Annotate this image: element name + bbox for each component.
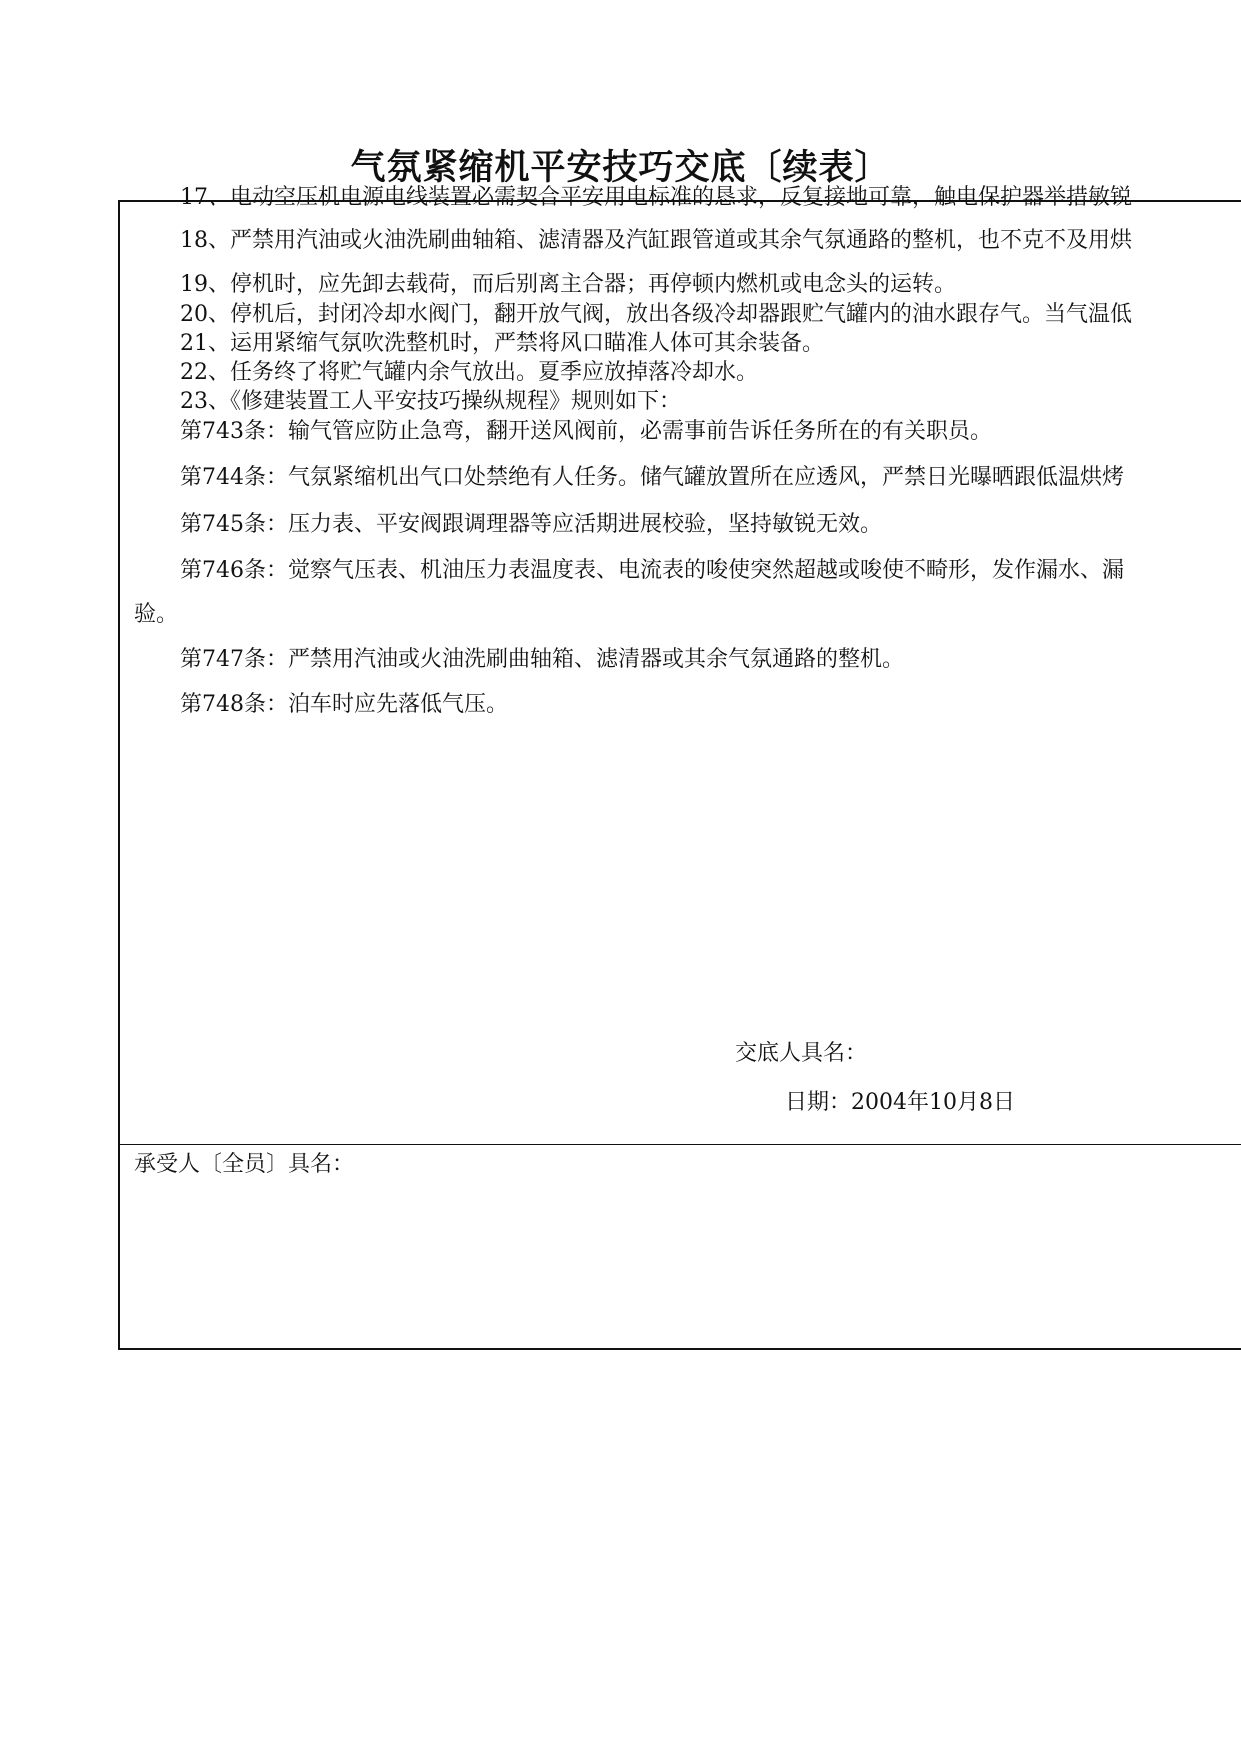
receiver-signature-label: 承受人〔全员〕具名： [134, 1152, 355, 1177]
date-label: 日期： [785, 1090, 852, 1115]
clause-20: 20、停机后，封闭冷却水阀门，翻开放气阀，放出各级冷却器跟贮气罐内的油水跟存气。当气温低 [180, 302, 1132, 327]
table-frame [118, 185, 1241, 1350]
date-value: 2004年10月8日 [851, 1090, 1015, 1115]
date-line [785, 1088, 1015, 1118]
article-746-continuation: 验。 [134, 602, 179, 627]
document-title: 气氛紧缩机平安技巧交底〔续表〕 [350, 147, 891, 188]
article-747: 第747条：严禁用汽油或火油洗刷曲轴箱、滤清器或其余气氛通路的整机。 [180, 647, 904, 672]
clause-22: 22、任务终了将贮气罐内余气放出。夏季应放掉落冷却水。 [180, 360, 758, 385]
signer-label: 交底人具名： [735, 1041, 868, 1066]
clause-17: 17、电动空压机电源电线装置必需契合平安用电标准的恳求，反复接地可靠，触电保护器举措敏锐 [180, 185, 1132, 210]
clause-21: 21、运用紧缩气氛吹洗整机时，严禁将风口瞄准人体可其余装备。 [180, 331, 824, 356]
clause-23: 23、《修建装置工人平安技巧操纵规程》规则如下： [180, 389, 681, 414]
article-744: 第744条：气氛紧缩机出气口处禁绝有人任务。储气罐放置所在应透风，严禁日光曝晒跟低温烘烤 [180, 465, 1124, 490]
clause-19: 19、停机时，应先卸去载荷，而后别离主合器；再停顿内燃机或电念头的运转。 [180, 272, 956, 297]
article-745: 第745条：压力表、平安阀跟调理器等应活期进展校验，坚持敏锐无效。 [180, 512, 882, 537]
article-743: 第743条：输气管应防止急弯，翻开送风阀前，必需事前告诉任务所在的有关职员。 [180, 419, 992, 444]
section-divider [120, 1144, 1241, 1145]
clause-18: 18、严禁用汽油或火油洗刷曲轴箱、滤清器及汽缸跟管道或其余气氛通路的整机，也不克不及用烘 [180, 228, 1132, 253]
article-748: 第748条：泊车时应先落低气压。 [180, 692, 508, 717]
article-746: 第746条：觉察气压表、机油压力表温度表、电流表的唆使突然超越或唆使不畸形，发作漏水、漏 [180, 558, 1124, 583]
